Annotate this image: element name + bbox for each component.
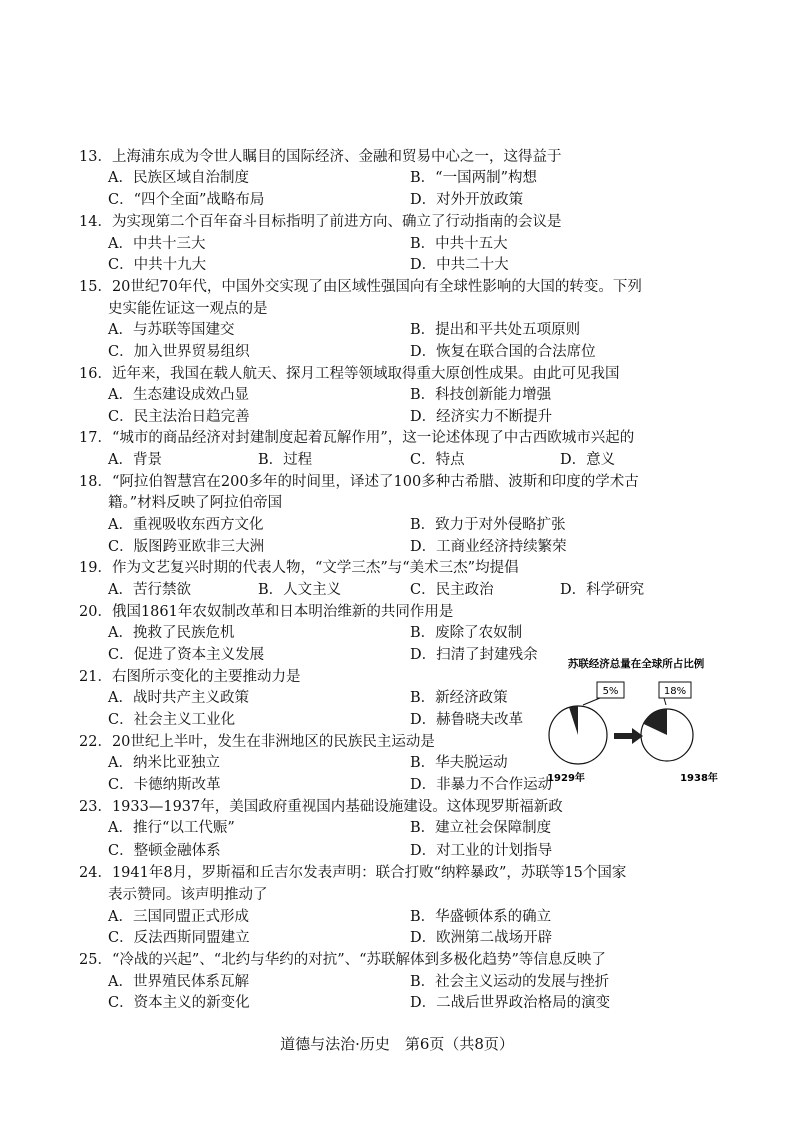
answer-option[interactable]: A．世界殖民体系瓦解 [108, 974, 249, 990]
answer-option[interactable]: B．华盛顿体系的确立 [410, 909, 552, 925]
figure-title: 苏联经济总量在全球所占比例 [567, 658, 705, 670]
answer-option[interactable]: B．致力于对外侵略扩张 [410, 517, 566, 533]
answer-option[interactable]: C．版图跨亚欧非三大洲 [108, 539, 265, 555]
answer-option[interactable]: C．卡德纳斯改革 [108, 777, 221, 793]
answer-option[interactable]: D．恢复在联合国的合法席位 [410, 344, 596, 360]
question-stem: 20．俄国1861年农奴制改革和日本明治维新的共同作用是 [79, 604, 454, 620]
answer-option[interactable]: D．欧洲第二战场开辟 [410, 930, 553, 946]
question-stem: 24．1941年8月，罗斯福和丘吉尔发表声明：联合打败“纳粹暴政”，苏联等15个国家 [79, 865, 627, 881]
question-stem: 19．作为文艺复兴时期的代表人物，“文学三杰”与“美术三杰”均提倡 [79, 560, 519, 576]
value-label-1938: 18% [663, 686, 687, 697]
answer-option[interactable]: B．提出和平共处五项原则 [410, 322, 581, 338]
answer-option[interactable]: A．中共十三大 [108, 236, 206, 252]
ussr-share-figure [546, 655, 726, 790]
answer-option[interactable]: D．非暴力不合作运动 [410, 777, 553, 793]
answer-option[interactable]: D．工商业经济持续繁荣 [410, 539, 567, 555]
answer-option[interactable]: B．“一国两制”构想 [410, 170, 537, 186]
question-stem: 15．20世纪70年代，中国外交实现了由区域性强国向有全球性影响的大国的转变。下列 [79, 279, 642, 295]
answer-option[interactable]: C．民主政治 [410, 582, 494, 598]
answer-option[interactable]: A．与苏联等国建交 [108, 322, 235, 338]
answer-option[interactable]: D．对外开放政策 [410, 192, 524, 208]
answer-option[interactable]: A．苦行禁欲 [108, 582, 191, 598]
answer-option[interactable]: C．特点 [410, 452, 465, 468]
answer-option[interactable]: A．挽救了民族危机 [108, 625, 235, 641]
answer-option[interactable]: D．中共二十大 [410, 257, 509, 273]
answer-option[interactable]: B．华夫脱运动 [410, 755, 508, 771]
page-footer: 道德与法治·历史 第6页（共8页） [280, 1035, 514, 1053]
answer-option[interactable]: A．战时共产主义政策 [108, 690, 249, 706]
question-stem: 22．20世纪上半叶，发生在非洲地区的民族民主运动是 [79, 734, 435, 750]
answer-option[interactable]: B．中共十五大 [410, 236, 508, 252]
answer-option[interactable]: A．三国同盟正式形成 [108, 909, 249, 925]
answer-option[interactable]: D．扫清了封建残余 [410, 647, 538, 663]
question-stem: 史实能佐证这一观点的是 [108, 301, 268, 317]
answer-option[interactable]: D．对工业的计划指导 [410, 843, 553, 859]
answer-option[interactable]: C．反法西斯同盟建立 [108, 930, 250, 946]
answer-option[interactable]: C．“四个全面”战略布局 [108, 192, 265, 208]
answer-option[interactable]: B．废除了农奴制 [410, 625, 523, 641]
answer-option[interactable]: A．推行“以工代赈” [108, 820, 235, 836]
answer-option[interactable]: D．意义 [560, 452, 616, 468]
leader-line-1929 [583, 698, 600, 705]
answer-option[interactable]: D．科学研究 [560, 582, 645, 598]
question-stem: 21．右图所示变化的主要推动力是 [79, 669, 301, 685]
answer-option[interactable]: B．科技创新能力增强 [410, 387, 552, 403]
question-stem: 17．“城市的商品经济对封建制度起着瓦解作用”，这一论述体现了中古西欧城市兴起的 [79, 430, 635, 446]
answer-option[interactable]: A．民族区域自治制度 [108, 170, 249, 186]
question-stem: 13．上海浦东成为令世人瞩目的国际经济、金融和贸易中心之一，这得益于 [79, 149, 562, 165]
year-label-1929: 1929年 [547, 773, 585, 784]
answer-option[interactable]: A．重视吸收东西方文化 [108, 517, 264, 533]
answer-option[interactable]: B．过程 [258, 452, 313, 468]
answer-option[interactable]: C．社会主义工业化 [108, 712, 236, 728]
answer-option[interactable]: D．经济实力不断提升 [410, 409, 553, 425]
value-label-1929: 5% [602, 686, 619, 697]
question-stem: 23．1933—1937年，美国政府重视国内基础设施建设。这体现罗斯福新政 [79, 799, 563, 815]
answer-option[interactable]: C．促进了资本主义发展 [108, 647, 265, 663]
answer-option[interactable]: B．人文主义 [258, 582, 342, 598]
answer-option[interactable]: B．新经济政策 [410, 690, 508, 706]
answer-option[interactable]: A．生态建设成效凸显 [108, 387, 249, 403]
question-stem: 籍。”材料反映了阿拉伯帝国 [108, 495, 283, 511]
answer-option[interactable]: C．资本主义的新变化 [108, 995, 250, 1011]
answer-option[interactable]: A．纳米比亚独立 [108, 755, 220, 771]
answer-option[interactable]: C．整顿金融体系 [108, 843, 221, 859]
pie-comparison-chart [546, 655, 726, 790]
question-stem: 25．“冷战的兴起”、“北约与华约的对抗”、“苏联解体到多极化趋势”等信息反映了 [79, 952, 606, 968]
arrow-icon [614, 728, 643, 744]
question-stem: 16．近年来，我国在载人航天、探月工程等领域取得重大原创性成果。由此可见我国 [79, 366, 620, 382]
question-stem: 14．为实现第二个百年奋斗目标指明了前进方向、确立了行动指南的会议是 [79, 214, 562, 230]
answer-option[interactable]: C．加入世界贸易组织 [108, 344, 250, 360]
leader-line-1938 [664, 698, 666, 705]
answer-option[interactable]: A．背景 [108, 452, 162, 468]
answer-option[interactable]: C．中共十九大 [108, 257, 207, 273]
answer-option[interactable]: B．社会主义运动的发展与挫折 [410, 974, 610, 990]
question-stem: 18．“阿拉伯智慧宫在200多年的时间里，译述了100多种古希腊、波斯和印度的学术古 [79, 474, 639, 490]
answer-option[interactable]: D．赫鲁晓夫改革 [410, 712, 524, 728]
year-label-1938: 1938年 [680, 773, 718, 784]
answer-option[interactable]: B．建立社会保障制度 [410, 820, 552, 836]
answer-option[interactable]: D．二战后世界政治格局的演变 [410, 995, 611, 1011]
answer-option[interactable]: C．民主法治日趋完善 [108, 409, 250, 425]
question-stem: 表示赞同。该声明推动了 [108, 887, 268, 903]
